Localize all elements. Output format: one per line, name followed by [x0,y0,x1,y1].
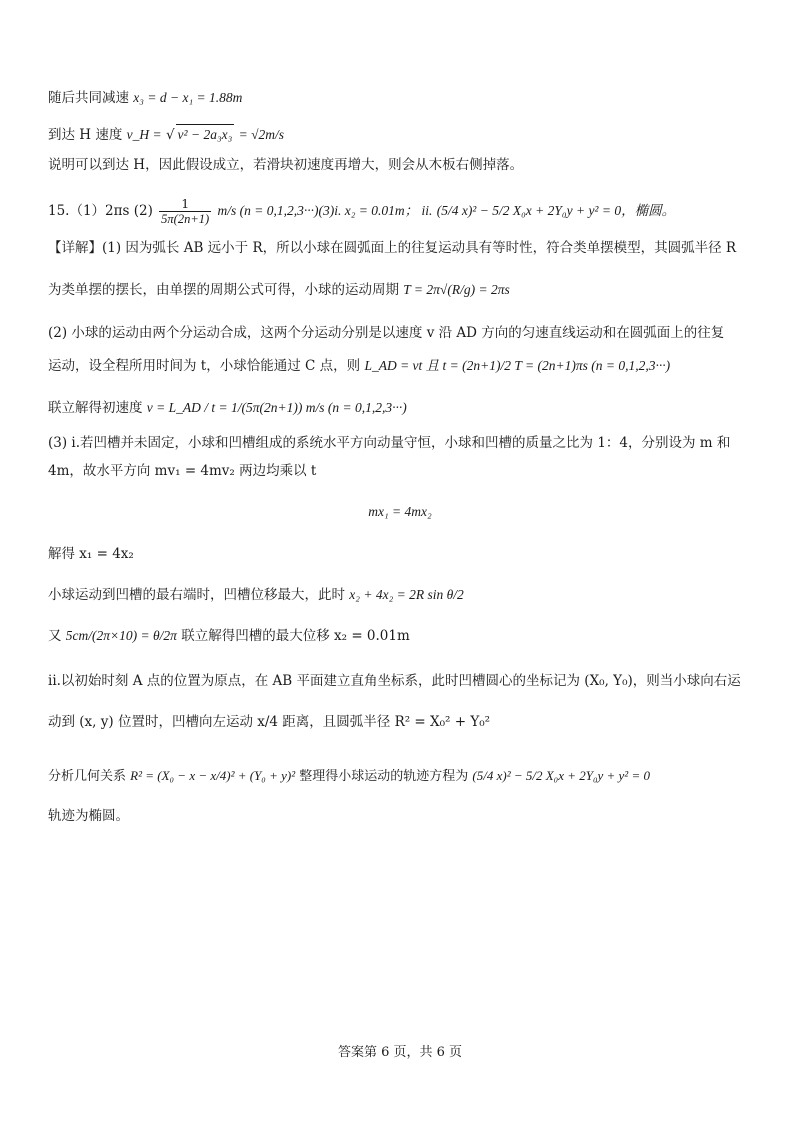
math: 5cm/(2π×10) = θ/2π [65,628,177,643]
math: L_AD = vt 且 t = (2n+1)/2 T = (2n+1)πs (n = 0,1,2,3···) [364,358,671,373]
line-trajectory [48,766,650,787]
text: 小球运动到凹槽的最右端时，凹槽位移最大，此时 [48,587,345,603]
line-solve-x1: 解得 x₁ = 4x₂ [48,546,134,562]
math: v_H = [126,127,162,142]
page-footer: 答案第 6 页，共 6 页 [337,1045,463,1060]
text: 15.（1）2πs (2) [48,203,153,219]
math: x₂ + 4x₂ = 2R sin θ/2 [349,587,464,602]
numerator: 1 [159,196,211,212]
line-ellipse: 轨迹为椭圆。 [48,808,129,824]
math: x₃ = d − x₁ = 1.88m [133,90,243,105]
text: 分析几何关系 [48,769,127,784]
line-angle [48,626,410,646]
math: v = L_AD / t = 1/(5π(2n+1)) m/s (n = 0,1,2,3···) [146,400,407,415]
line-time [48,356,670,376]
line-detail-1: 【详解】(1) 因为弧长 AB 远小于 R，所以小球在圆弧面上的往复运动具有等时性，符合类单摆模型，其圆弧半径 R [48,240,737,256]
line-centered-eq: mx₁ = 4mx₂ [368,504,432,519]
line-deceleration [48,88,242,108]
text: 联立解得凹槽的最大位移 x₂ = 0.01m [181,628,410,644]
line-detail-3: (3) i.若凹槽并未固定，小球和凹槽组成的系统水平方向动量守恒，小球和凹槽的质量之比为 1：4，分别设为 m 和 [48,435,731,451]
line-radius: 动到 (x, y) 位置时，凹槽向左运动 x/4 距离，且圆弧半径 R² = X₀² + Y₀² [48,714,491,730]
line-period [48,280,510,300]
text: 联立解得初速度 [48,400,143,416]
line-answer-15 [48,196,675,227]
line-velocity-h [48,124,284,145]
math: (5/4 x)² − 5/2 X₀x + 2Y₀y + y² = 0 [472,768,650,783]
text: 到达 H 速度 [48,127,123,143]
math: (5/4 x)² − 5/2 X₀x + 2Y₀y + y² = 0，椭圆。 [436,203,676,218]
math: R² = (X₀ − x − x/4)² + (Y₀ + y)² [130,768,296,783]
line-max-displacement [48,585,464,605]
line-detail-ii: ii.以初始时刻 A 点的位置为原点，在 AB 平面建立直角坐标系，此时凹槽圆心的坐标记为 (X₀, Y₀)，则当小球向右运 [48,673,741,689]
line-initial-velocity [48,398,407,418]
text: 运动，设全程所用时间为 t，小球恰能通过 C 点，则 [48,358,361,374]
denominator: 5π(2n+1) [161,212,210,226]
math: m/s (n = 0,1,2,3···)(3)i. x₂ = 0.01m； ii. [217,203,433,218]
line-momentum: 4m，故水平方向 mv₁ = 4mv₂ 两边均乘以 t [48,463,317,479]
text: 随后共同减速 [48,90,129,106]
text: 为类单摆的摆长，由单摆的周期公式可得，小球的运动周期 [48,282,399,298]
text: 又 [48,628,62,644]
fraction [159,196,211,227]
line-conclusion: 说明可以到达 H，因此假设成立，若滑块初速度再增大，则会从木板右侧掉落。 [48,157,524,173]
math-radicand: v² − 2a₃x₃ [176,124,235,145]
text: 整理得小球运动的轨迹方程为 [299,769,469,784]
sqrt-sign: √ [165,127,175,143]
math: T = 2π√(R/g) = 2πs [403,282,510,297]
line-detail-2: (2) 小球的运动由两个分运动合成，这两个分运动分别是以速度 v 沿 AD 方向的匀速直线运动和在圆弧面上的往复 [48,325,725,341]
math: = √2m/s [238,127,285,142]
